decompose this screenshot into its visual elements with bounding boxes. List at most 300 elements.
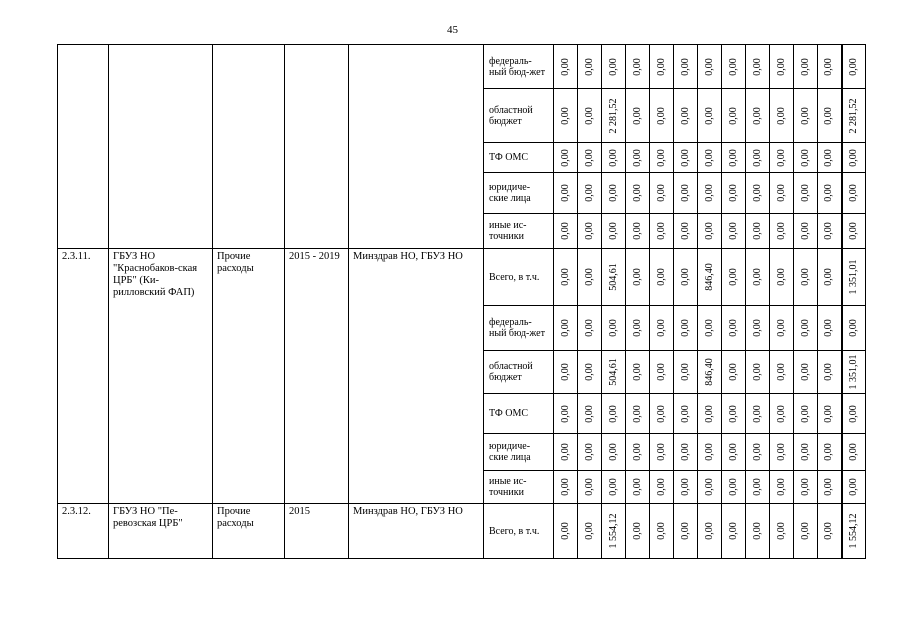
amount-value: 0,00: [775, 268, 787, 286]
value-cell: [818, 45, 842, 89]
value-cell: [626, 434, 650, 471]
value-cell: [578, 306, 602, 351]
amount-value: 0,00: [751, 522, 763, 540]
amount-value: 1 554,12: [847, 513, 859, 549]
value-cell: [554, 173, 578, 214]
amount-value: 0,00: [799, 148, 811, 167]
executor-cell: [349, 45, 484, 249]
funding-table: [57, 44, 866, 559]
value-cell: [818, 173, 842, 214]
item-number-cell: 2.3.12.: [58, 504, 109, 559]
table-row: [58, 504, 866, 559]
amount-value: 0,00: [583, 184, 595, 202]
amount-value: 0,00: [775, 57, 787, 76]
value-cell: [650, 306, 674, 351]
institution-name-cell: ГБУЗ НО "Пе-ревозская ЦРБ": [109, 504, 213, 559]
amount-value: 0,00: [823, 363, 835, 381]
amount-value: 0,00: [631, 268, 643, 286]
value-cell: [578, 173, 602, 214]
amount-value: 0,00: [655, 222, 667, 240]
value-cell: [602, 214, 626, 249]
executor-cell: Минздрав НО, ГБУЗ НО: [349, 249, 484, 504]
amount-value: 0,00: [559, 363, 571, 381]
funding-source-cell: иные ис-точники: [484, 471, 554, 504]
amount-value: 0,00: [847, 404, 859, 423]
table-body: [58, 45, 866, 559]
amount-value: 0,00: [631, 184, 643, 202]
amount-value: 0,00: [799, 319, 811, 337]
amount-value: 0,00: [775, 443, 787, 461]
value-cell: [602, 471, 626, 504]
value-cell: [698, 173, 722, 214]
amount-value: 0,00: [727, 57, 739, 76]
amount-value: 0,00: [703, 522, 715, 540]
amount-value: 0,00: [679, 319, 691, 337]
value-cell: [770, 143, 794, 173]
value-cell: [818, 306, 842, 351]
value-cell: [578, 143, 602, 173]
amount-value: 0,00: [631, 57, 643, 76]
amount-value: 0,00: [631, 222, 643, 240]
value-cell: [626, 351, 650, 394]
value-cell: [818, 214, 842, 249]
amount-value: 0,00: [559, 319, 571, 337]
value-cell: [722, 45, 746, 89]
item-number-cell: [58, 45, 109, 249]
amount-value: 0,00: [655, 148, 667, 167]
amount-value: 0,00: [559, 148, 571, 167]
amount-value: 0,00: [751, 148, 763, 167]
value-cell: [698, 249, 722, 306]
amount-value: 0,00: [559, 522, 571, 540]
amount-value: 0,00: [583, 106, 595, 125]
value-cell: [650, 351, 674, 394]
total-value-cell: [842, 143, 866, 173]
value-cell: [746, 173, 770, 214]
value-cell: [674, 89, 698, 143]
table-row: [58, 45, 866, 89]
value-cell: [602, 504, 626, 559]
value-cell: [602, 173, 626, 214]
value-cell: [794, 306, 818, 351]
value-cell: [554, 306, 578, 351]
amount-value: 0,00: [655, 443, 667, 461]
value-cell: [554, 143, 578, 173]
value-cell: [554, 45, 578, 89]
value-cell: [818, 89, 842, 143]
amount-value: 0,00: [751, 443, 763, 461]
amount-value: 0,00: [655, 268, 667, 286]
amount-value: 0,00: [727, 363, 739, 381]
amount-value: 0,00: [775, 148, 787, 167]
value-cell: [746, 143, 770, 173]
amount-value: 0,00: [823, 319, 835, 337]
value-cell: [770, 249, 794, 306]
table-row: [58, 249, 866, 306]
value-cell: [626, 249, 650, 306]
period-cell: 2015 - 2019: [285, 249, 349, 504]
value-cell: [674, 306, 698, 351]
value-cell: [674, 249, 698, 306]
amount-value: 0,00: [775, 478, 787, 496]
value-cell: [770, 434, 794, 471]
amount-value: 0,00: [799, 106, 811, 125]
value-cell: [602, 89, 626, 143]
amount-value: 0,00: [751, 106, 763, 125]
amount-value: 0,00: [655, 106, 667, 125]
amount-value: 0,00: [847, 319, 859, 337]
value-cell: [650, 89, 674, 143]
value-cell: [770, 471, 794, 504]
funding-source-cell: юридиче-ские лица: [484, 173, 554, 214]
value-cell: [578, 471, 602, 504]
amount-value: 0,00: [823, 222, 835, 240]
value-cell: [578, 394, 602, 434]
value-cell: [722, 471, 746, 504]
value-cell: [722, 351, 746, 394]
value-cell: [554, 434, 578, 471]
total-value-cell: [842, 504, 866, 559]
amount-value: 0,00: [775, 404, 787, 423]
value-cell: [770, 394, 794, 434]
amount-value: 0,00: [631, 363, 643, 381]
amount-value: 0,00: [583, 222, 595, 240]
value-cell: [746, 434, 770, 471]
value-cell: [746, 306, 770, 351]
value-cell: [578, 214, 602, 249]
amount-value: 0,00: [823, 57, 835, 76]
amount-value: 0,00: [823, 148, 835, 167]
value-cell: [554, 394, 578, 434]
amount-value: 0,00: [655, 184, 667, 202]
value-cell: [722, 173, 746, 214]
value-cell: [818, 249, 842, 306]
amount-value: 0,00: [775, 222, 787, 240]
value-cell: [698, 471, 722, 504]
amount-value: 0,00: [559, 268, 571, 286]
amount-value: 0,00: [583, 148, 595, 167]
amount-value: 0,00: [727, 478, 739, 496]
value-cell: [770, 504, 794, 559]
amount-value: 0,00: [679, 148, 691, 167]
amount-value: 0,00: [847, 184, 859, 202]
amount-value: 0,00: [679, 363, 691, 381]
amount-value: 0,00: [559, 184, 571, 202]
value-cell: [722, 89, 746, 143]
value-cell: [770, 351, 794, 394]
value-cell: [626, 173, 650, 214]
amount-value: 0,00: [847, 478, 859, 496]
amount-value: 0,00: [679, 478, 691, 496]
value-cell: [818, 394, 842, 434]
funding-source-cell: Всего, в т.ч.: [484, 249, 554, 306]
amount-value: 0,00: [799, 184, 811, 202]
amount-value: 1 351,01: [847, 259, 859, 295]
amount-value: 0,00: [703, 443, 715, 461]
item-number-cell: 2.3.11.: [58, 249, 109, 504]
value-cell: [746, 249, 770, 306]
value-cell: [818, 434, 842, 471]
value-cell: [650, 504, 674, 559]
value-cell: [554, 214, 578, 249]
amount-value: 0,00: [583, 478, 595, 496]
value-cell: [674, 351, 698, 394]
amount-value: 0,00: [679, 443, 691, 461]
amount-value: 0,00: [751, 57, 763, 76]
value-cell: [698, 89, 722, 143]
amount-value: 0,00: [775, 106, 787, 125]
value-cell: [578, 434, 602, 471]
amount-value: 0,00: [655, 478, 667, 496]
value-cell: [746, 471, 770, 504]
funding-source-cell: юридиче-ские лица: [484, 434, 554, 471]
value-cell: [626, 306, 650, 351]
amount-value: 2 281,52: [847, 98, 859, 133]
amount-value: 0,00: [559, 443, 571, 461]
value-cell: [794, 89, 818, 143]
total-value-cell: [842, 214, 866, 249]
value-cell: [722, 394, 746, 434]
amount-value: 846,40: [703, 358, 715, 386]
value-cell: [626, 143, 650, 173]
amount-value: 0,00: [607, 222, 619, 240]
amount-value: 0,00: [823, 478, 835, 496]
value-cell: [770, 214, 794, 249]
value-cell: [746, 214, 770, 249]
amount-value: 0,00: [727, 268, 739, 286]
amount-value: 0,00: [607, 57, 619, 76]
value-cell: [602, 143, 626, 173]
amount-value: 0,00: [559, 404, 571, 423]
value-cell: [578, 249, 602, 306]
amount-value: 0,00: [823, 268, 835, 286]
value-cell: [794, 351, 818, 394]
value-cell: [722, 434, 746, 471]
amount-value: 0,00: [703, 478, 715, 496]
amount-value: 0,00: [559, 106, 571, 125]
amount-value: 0,00: [727, 184, 739, 202]
value-cell: [746, 504, 770, 559]
value-cell: [698, 394, 722, 434]
amount-value: 0,00: [607, 148, 619, 167]
value-cell: [650, 45, 674, 89]
value-cell: [818, 143, 842, 173]
amount-value: 0,00: [799, 222, 811, 240]
amount-value: 0,00: [655, 57, 667, 76]
amount-value: 0,00: [751, 184, 763, 202]
funding-source-cell: ТФ ОМС: [484, 143, 554, 173]
value-cell: [626, 394, 650, 434]
amount-value: 0,00: [655, 522, 667, 540]
amount-value: 0,00: [679, 522, 691, 540]
value-cell: [626, 214, 650, 249]
amount-value: 0,00: [847, 443, 859, 461]
funding-source-cell: федераль-ный бюд-жет: [484, 45, 554, 89]
amount-value: 0,00: [775, 363, 787, 381]
amount-value: 0,00: [607, 404, 619, 423]
amount-value: 0,00: [583, 57, 595, 76]
total-value-cell: [842, 394, 866, 434]
total-value-cell: [842, 45, 866, 89]
value-cell: [650, 143, 674, 173]
amount-value: 0,00: [655, 319, 667, 337]
value-cell: [722, 143, 746, 173]
amount-value: 0,00: [799, 522, 811, 540]
executor-cell: Минздрав НО, ГБУЗ НО: [349, 504, 484, 559]
amount-value: 0,00: [703, 184, 715, 202]
value-cell: [746, 45, 770, 89]
value-cell: [626, 504, 650, 559]
value-cell: [602, 249, 626, 306]
period-cell: 2015: [285, 504, 349, 559]
amount-value: 0,00: [631, 106, 643, 125]
amount-value: 0,00: [679, 184, 691, 202]
amount-value: 0,00: [823, 522, 835, 540]
amount-value: 0,00: [799, 57, 811, 76]
institution-name-cell: ГБУЗ НО "Краснобаков-ская ЦРБ" (Ки-рилловский ФАП): [109, 249, 213, 504]
value-cell: [554, 249, 578, 306]
value-cell: [578, 45, 602, 89]
value-cell: [698, 45, 722, 89]
value-cell: [602, 306, 626, 351]
amount-value: 0,00: [751, 404, 763, 423]
value-cell: [794, 434, 818, 471]
amount-value: 0,00: [559, 222, 571, 240]
total-value-cell: [842, 173, 866, 214]
value-cell: [650, 214, 674, 249]
amount-value: 846,40: [703, 263, 715, 291]
amount-value: 0,00: [607, 184, 619, 202]
amount-value: 0,00: [823, 106, 835, 125]
amount-value: 0,00: [847, 148, 859, 167]
value-cell: [650, 471, 674, 504]
amount-value: 0,00: [679, 106, 691, 125]
value-cell: [698, 434, 722, 471]
amount-value: 504,61: [607, 358, 619, 386]
amount-value: 0,00: [655, 363, 667, 381]
value-cell: [722, 214, 746, 249]
value-cell: [554, 504, 578, 559]
amount-value: 0,00: [847, 222, 859, 240]
value-cell: [770, 306, 794, 351]
amount-value: 0,00: [703, 222, 715, 240]
total-value-cell: [842, 434, 866, 471]
value-cell: [794, 394, 818, 434]
value-cell: [818, 471, 842, 504]
funding-source-cell: иные ис-точники: [484, 214, 554, 249]
amount-value: 0,00: [583, 319, 595, 337]
amount-value: 0,00: [727, 443, 739, 461]
total-value-cell: [842, 471, 866, 504]
funding-source-cell: областной бюджет: [484, 351, 554, 394]
value-cell: [626, 45, 650, 89]
value-cell: [794, 249, 818, 306]
value-cell: [794, 214, 818, 249]
amount-value: 0,00: [583, 268, 595, 286]
funding-source-cell: ТФ ОМС: [484, 394, 554, 434]
amount-value: 0,00: [775, 184, 787, 202]
amount-value: 0,00: [823, 443, 835, 461]
value-cell: [626, 89, 650, 143]
value-cell: [554, 351, 578, 394]
expense-type-cell: Прочие расходы: [213, 249, 285, 504]
value-cell: [746, 351, 770, 394]
value-cell: [674, 173, 698, 214]
value-cell: [818, 504, 842, 559]
value-cell: [722, 249, 746, 306]
value-cell: [722, 504, 746, 559]
total-value-cell: [842, 89, 866, 143]
amount-value: 0,00: [751, 319, 763, 337]
amount-value: 0,00: [727, 404, 739, 423]
amount-value: 0,00: [799, 404, 811, 423]
amount-value: 0,00: [823, 404, 835, 423]
value-cell: [746, 394, 770, 434]
value-cell: [578, 351, 602, 394]
amount-value: 0,00: [799, 478, 811, 496]
total-value-cell: [842, 249, 866, 306]
amount-value: 0,00: [703, 404, 715, 423]
amount-value: 0,00: [727, 222, 739, 240]
value-cell: [554, 471, 578, 504]
value-cell: [746, 89, 770, 143]
value-cell: [794, 143, 818, 173]
amount-value: 0,00: [631, 522, 643, 540]
value-cell: [674, 504, 698, 559]
amount-value: 0,00: [583, 443, 595, 461]
value-cell: [650, 249, 674, 306]
value-cell: [770, 89, 794, 143]
value-cell: [698, 306, 722, 351]
funding-source-cell: Всего, в т.ч.: [484, 504, 554, 559]
amount-value: 0,00: [775, 319, 787, 337]
total-value-cell: [842, 306, 866, 351]
value-cell: [674, 143, 698, 173]
amount-value: 0,00: [607, 443, 619, 461]
amount-value: 0,00: [751, 363, 763, 381]
value-cell: [602, 434, 626, 471]
amount-value: 0,00: [727, 148, 739, 167]
value-cell: [578, 504, 602, 559]
value-cell: [794, 45, 818, 89]
amount-value: 0,00: [727, 106, 739, 125]
value-cell: [698, 351, 722, 394]
amount-value: 0,00: [583, 363, 595, 381]
value-cell: [650, 394, 674, 434]
amount-value: 0,00: [799, 443, 811, 461]
period-cell: [285, 45, 349, 249]
amount-value: 0,00: [727, 522, 739, 540]
expense-type-cell: [213, 45, 285, 249]
value-cell: [650, 434, 674, 471]
value-cell: [602, 351, 626, 394]
amount-value: 0,00: [679, 222, 691, 240]
value-cell: [794, 173, 818, 214]
amount-value: 0,00: [559, 57, 571, 76]
amount-value: 0,00: [607, 319, 619, 337]
amount-value: 0,00: [679, 57, 691, 76]
amount-value: 0,00: [775, 522, 787, 540]
amount-value: 0,00: [583, 522, 595, 540]
total-value-cell: [842, 351, 866, 394]
value-cell: [554, 89, 578, 143]
value-cell: [770, 173, 794, 214]
value-cell: [674, 214, 698, 249]
funding-source-cell: областной бюджет: [484, 89, 554, 143]
value-cell: [602, 45, 626, 89]
amount-value: 0,00: [631, 404, 643, 423]
amount-value: 0,00: [703, 148, 715, 167]
